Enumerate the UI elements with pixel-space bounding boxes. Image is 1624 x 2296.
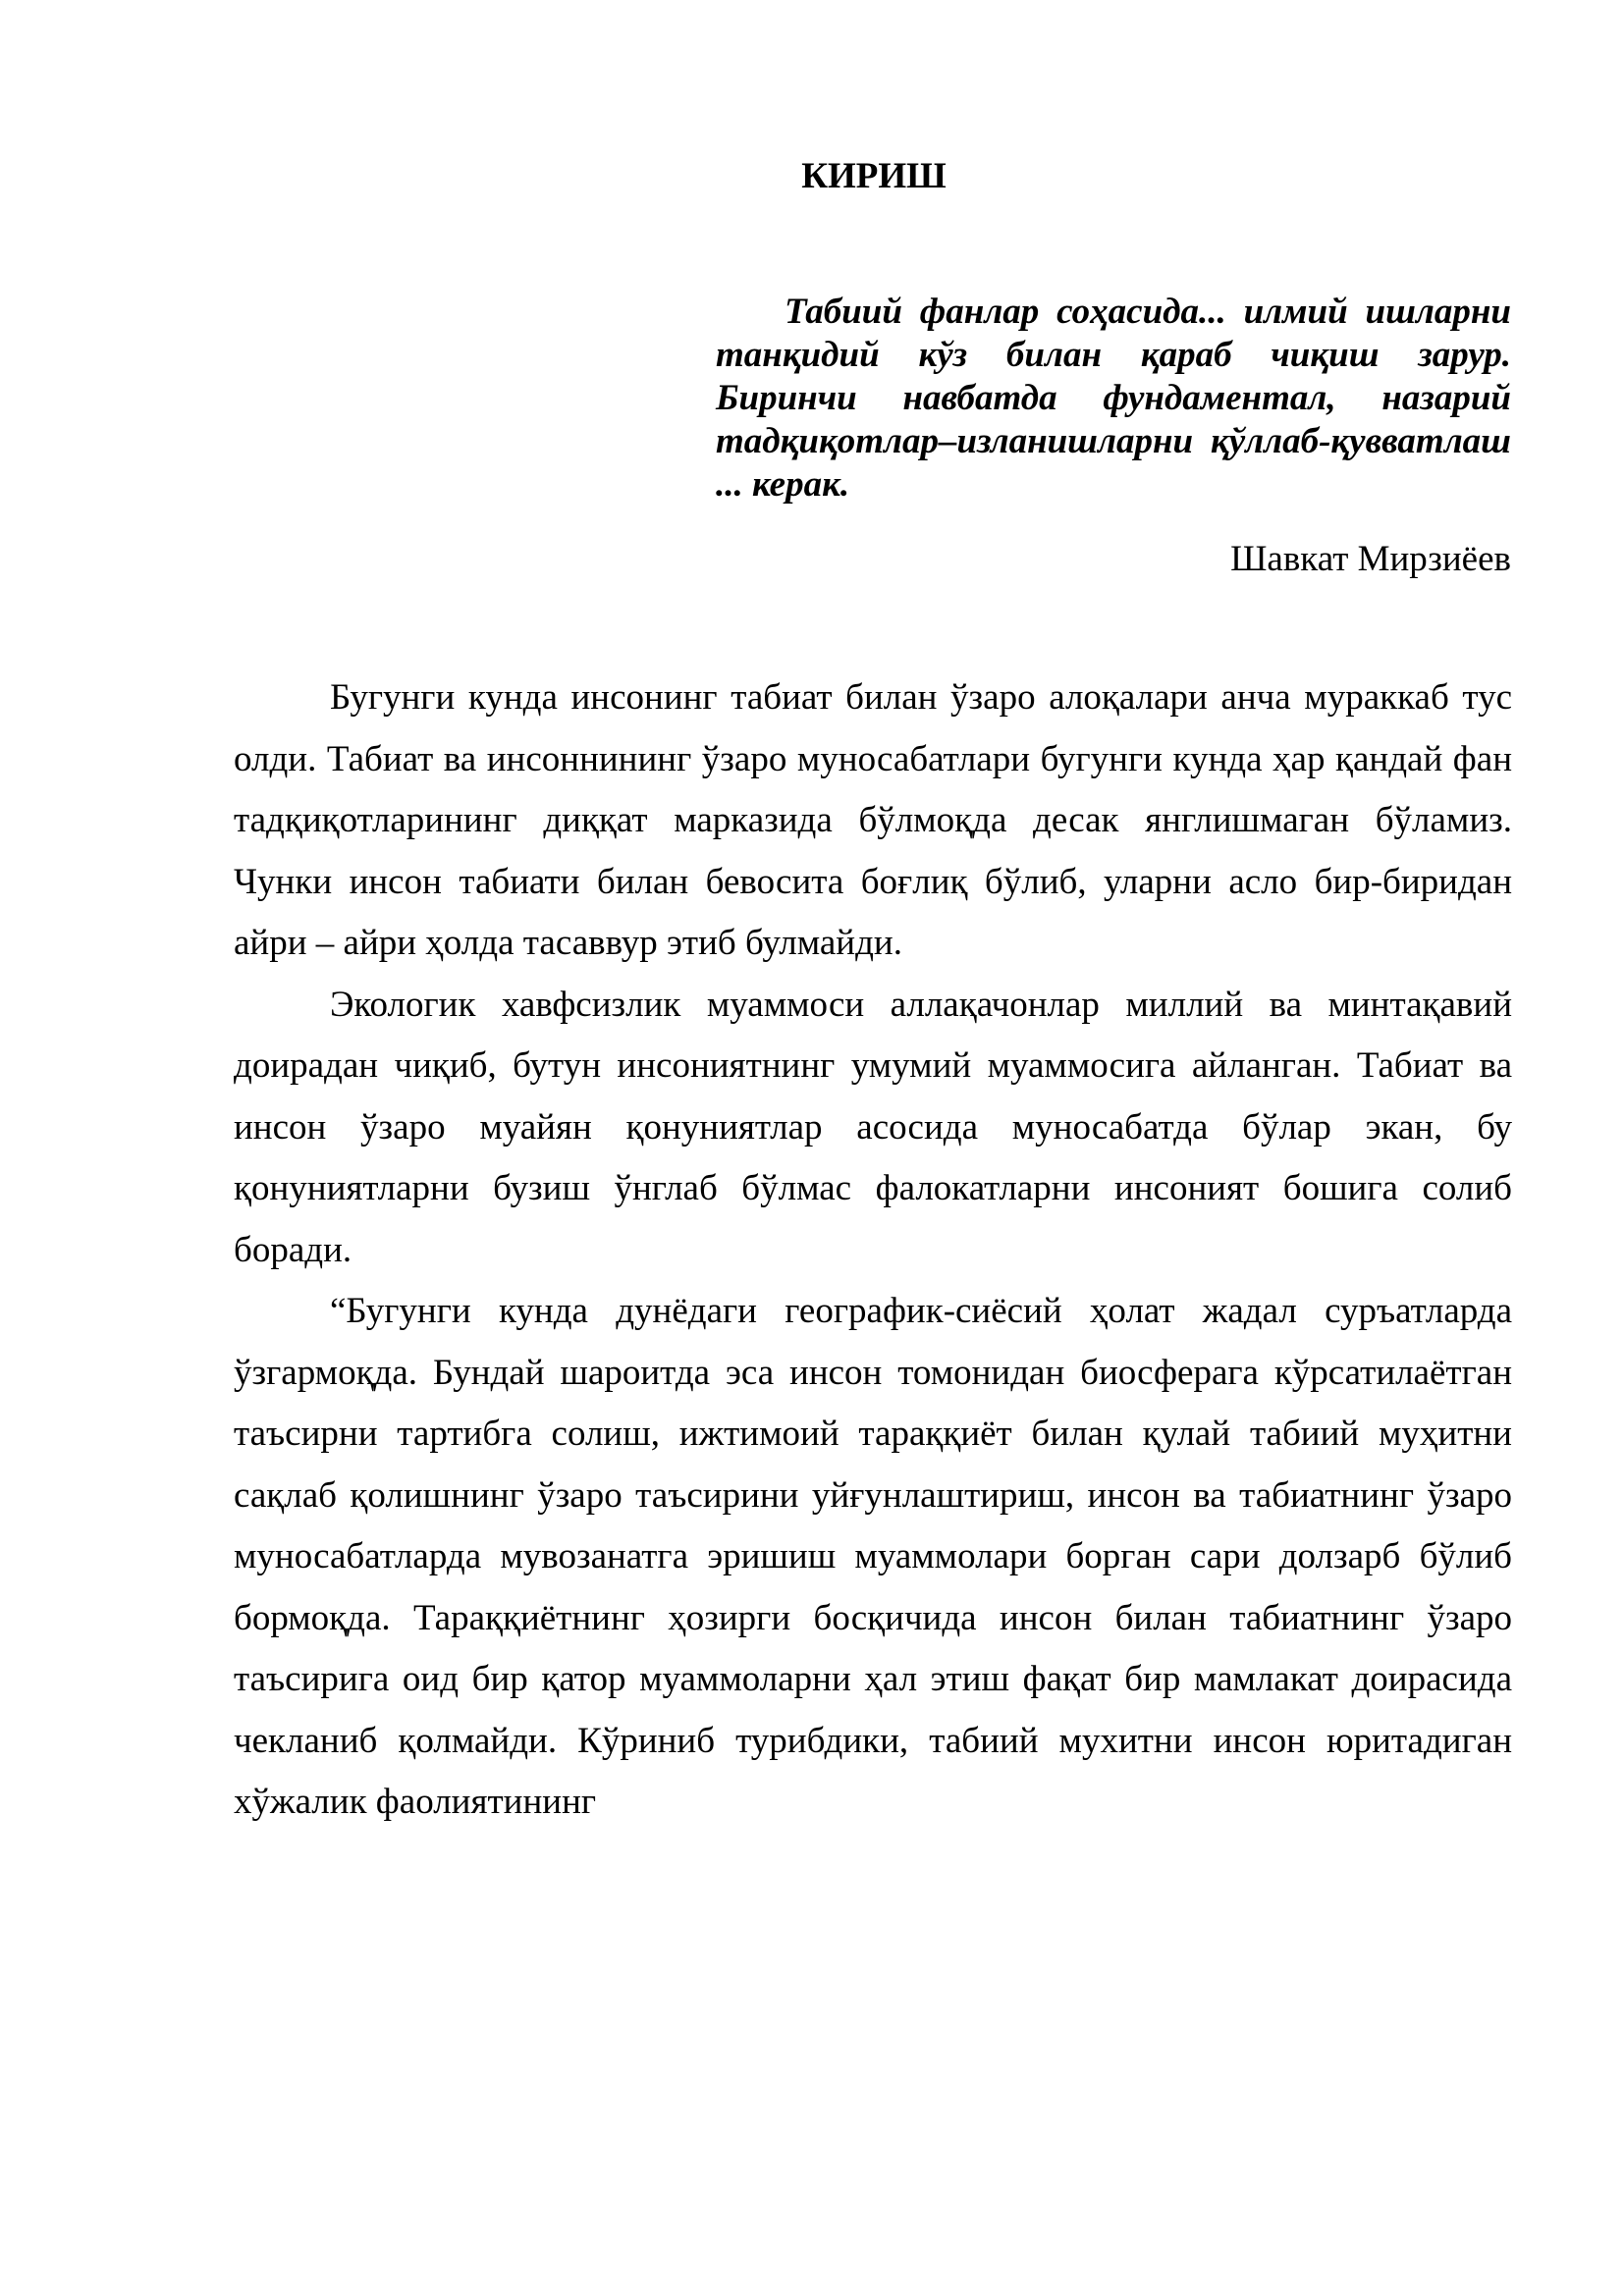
paragraph: “Бугунги кунда дунёдаги географик-сиёсий ҳолат жадал суръатларда ўзгармоқда. Бундай шароитда эса инсон томонидан биосферага кўрсатилаётган таъсирни тартибга солиш, ижтимоий тараққиёт билан қулай табиий муҳитни сақлаб қолишнинг ўзаро таъсирини уйғунлаштириш, инсон ва табиатнинг ўзаро муносабатларда мувозанатга эришиш муаммолари борган сари долзарб бўлиб бормоқда. Тараққиётнинг ҳозирги босқичида инсон билан табиатнинг ўзаро таъсирига оид бир қатор муаммоларни ҳал этиш фақат бир мамлакат доирасида чекланиб қолмайди. Кўриниб турибдики, табиий мухитни инсон юритадиган хўжалик фаолиятининг [234, 1291, 1512, 1822]
body-text [234, 667, 1512, 1834]
paragraph: Бугунги кунда инсонинг табиат билан ўзаро алоқалари анча мураккаб тус олди. Табиат ва инсоннининг ўзаро муносабатлари бугунги кунда ҳар қандай фан тадқиқотларининг диққат марказида бўлмоқда десак янглишмаган бўламиз. Чунки инсон табиати билан бевосита боғлиқ бўлиб, уларни асло бир-биридан айри – айри ҳолда тасаввур этиб булмайди. [234, 677, 1512, 963]
page-title: КИРИШ [801, 156, 947, 196]
epigraph-quote: Табиий фанлар соҳасида... илмий ишларни танқидий кўз билан қараб чиқиш зарур. Биринчи навбатда фундаментал, назарий тадқиқотлар–изланишларни қўллаб-қувватлаш ... керак. [716, 292, 1511, 505]
paragraph: Экологик хавфсизлик муаммоси аллақачонлар миллий ва минтақавий доирадан чиқиб, бутун инсониятнинг умумий муаммосига айланган. Табиат ва инсон ўзаро муайян қонуниятлар асосида муносабатда бўлар экан, бу қонуниятларни бузиш ўнглаб бўлмас фалокатларни инсоният бошига солиб боради. [234, 984, 1512, 1270]
epigraph-author: Шавкат Мирзиёев [1230, 539, 1511, 579]
